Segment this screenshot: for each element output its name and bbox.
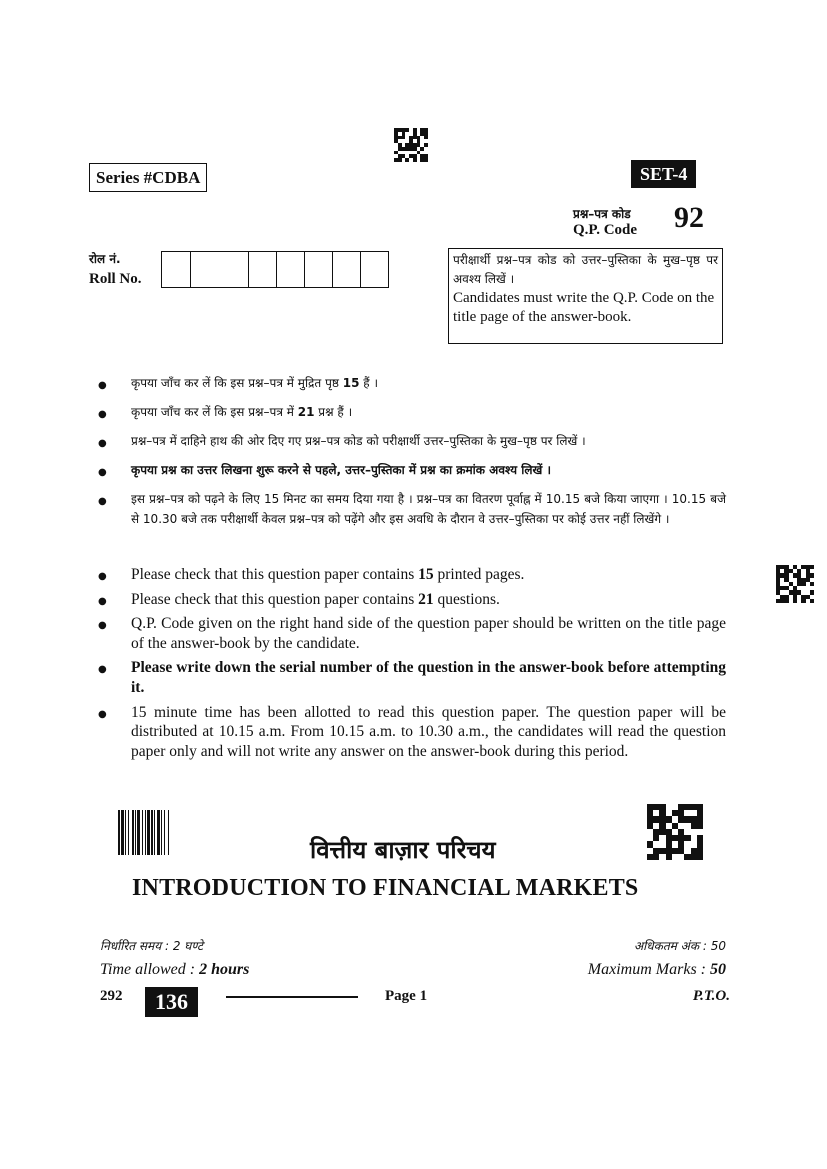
qp-code-number: 92 [674, 201, 704, 234]
instructions-hindi [98, 373, 726, 538]
divider-line [226, 996, 358, 998]
time-allowed-hindi: निर्धारित समय : 2 घण्टे [100, 939, 204, 953]
instructions-english [98, 565, 726, 766]
max-marks-english: Maximum Marks : 50 [587, 961, 726, 978]
series-label: Series #CDBA [89, 163, 207, 192]
instruction-item: ● Q.P. Code given on the right hand side of the question paper should be written on the title page of the answer-book by the candidate. [98, 614, 726, 653]
instruction-item: ● कृपया प्रश्न का उत्तर लिखना शुरू करने से पहले, उत्तर–पुस्तिका में प्रश्न का क्रमांक अवश्य लिखें । [98, 460, 726, 480]
roll-digit-box[interactable] [360, 252, 388, 287]
instruction-item: ● Please check that this question paper contains 15 printed pages. [98, 565, 726, 585]
qr-code-right-icon [776, 565, 814, 603]
roll-digit-box[interactable] [248, 252, 276, 287]
instruction-item: ● 15 minute time has been allotted to read this question paper. The question paper will be distributed at 10.15 a.m. From 10.15 a.m. to 10.30 a.m., the candidates will read the question paper only and will not write any answer on the answer-book during this period. [98, 703, 726, 762]
qp-code-note-en: Candidates must write the Q.P. Code on the title page of the answer-book. [453, 290, 715, 325]
roll-number-boxes[interactable] [161, 251, 389, 288]
time-allowed-english: Time allowed : 2 hours [100, 961, 250, 978]
roll-digit-box[interactable] [332, 252, 360, 287]
roll-label-hi: रोल नं. [89, 252, 121, 266]
qp-code-note-box [448, 248, 723, 344]
pto-label: P.T.O. [692, 988, 730, 1004]
paper-code-box: 136 [145, 987, 198, 1017]
instruction-item: ● प्रश्न–पत्र में दाहिने हाथ की ओर दिए गए प्रश्न–पत्र कोड को परीक्षार्थी उत्तर–पुस्तिका के मुख–पृष्ठ पर लिखें । [98, 431, 726, 451]
qr-code-top-icon [394, 128, 428, 162]
roll-digit-box[interactable] [190, 252, 248, 287]
instruction-item: ● Please write down the serial number of the question in the answer-book before attempting it. [98, 658, 726, 697]
subject-title-english: INTRODUCTION TO FINANCIAL MARKETS [132, 875, 639, 901]
roll-label-en: Roll No. [89, 271, 142, 287]
qp-code-label-en: Q.P. Code [573, 222, 638, 238]
instruction-item: ● कृपया जाँच कर लें कि इस प्रश्न–पत्र में मुद्रित पृष्ठ 15 हैं । [98, 373, 726, 393]
instruction-item: ● Please check that this question paper contains 21 questions. [98, 590, 726, 610]
qp-code-note-hi: परीक्षार्थी प्रश्न–पत्र कोड को उत्तर–पुस्तिका के मुख–पृष्ठ पर अवश्य लिखें । [453, 253, 718, 286]
instruction-item: ● कृपया जाँच कर लें कि इस प्रश्न–पत्र में 21 प्रश्न हैं । [98, 402, 726, 422]
set-badge: SET-4 [631, 160, 696, 188]
qr-code-title-icon [647, 804, 703, 860]
paper-code: 292 [100, 988, 123, 1004]
roll-digit-box[interactable] [304, 252, 332, 287]
qp-code-label-hi: प्रश्न–पत्र कोड [573, 207, 631, 221]
page-number: Page 1 [385, 988, 428, 1004]
instruction-item: ● इस प्रश्न–पत्र को पढ़ने के लिए 15 मिनट का समय दिया गया है । प्रश्न–पत्र का वितरण पूर्वाह्न में 10.15 बजे किया जाएगा । 10.15 बजे से 10.30 बजे तक परीक्षार्थी केवल प्रश्न–पत्र को पढ़ेंगे और इस अवधि के दौरान वे उत्तर–पुस्तिका पर कोई उत्तर नहीं लिखेंगे । [98, 489, 726, 529]
roll-digit-box[interactable] [162, 252, 190, 287]
subject-title-hindi: वित्तीय बाज़ार परिचय [310, 836, 496, 864]
barcode-icon [118, 810, 214, 855]
max-marks-hindi: अधिकतम अंक : 50 [633, 939, 726, 953]
roll-digit-box[interactable] [276, 252, 304, 287]
